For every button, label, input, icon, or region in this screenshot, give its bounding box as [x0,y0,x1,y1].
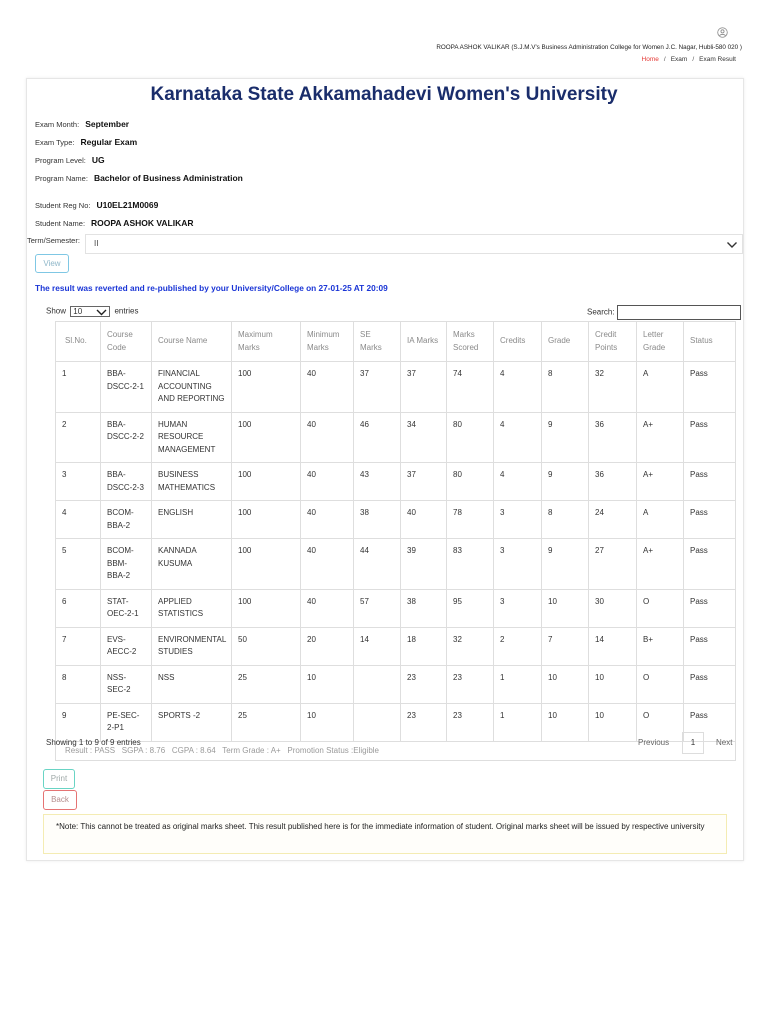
back-button[interactable]: Back [43,790,77,810]
cell-credit-points: 10 [589,665,637,703]
col-header-marks-scored[interactable]: Marks Scored [447,322,494,362]
cell-credit-points: 36 [589,412,637,463]
col-header-course-code[interactable]: Course Code [101,322,152,362]
cell-letter-grade: A [637,362,684,413]
chevron-down-icon [96,309,107,316]
cell-se-marks: 38 [354,501,401,539]
cell-maximum-marks: 100 [232,589,301,627]
cell-minimum-marks: 10 [301,703,354,741]
cell-ia-marks: 23 [401,665,447,703]
cell-credits: 3 [494,539,542,590]
cell-minimum-marks: 40 [301,362,354,413]
cell-ia-marks: 39 [401,539,447,590]
breadcrumb-exam[interactable]: Exam [670,56,688,63]
cell-grade: 9 [542,539,589,590]
cell-marks-scored: 23 [447,703,494,741]
cell-letter-grade: O [637,703,684,741]
cell-minimum-marks: 40 [301,589,354,627]
cell-sl-no: 1 [56,362,101,413]
exam-type-row [35,137,137,147]
cell-se-marks [354,703,401,741]
cell-maximum-marks: 100 [232,501,301,539]
cell-minimum-marks: 40 [301,539,354,590]
program-name-label: Program Name: [35,174,88,183]
cell-course-name: FINANCIAL ACCOUNTING AND REPORTING [152,362,232,413]
cell-letter-grade: O [637,665,684,703]
table-row [56,362,736,413]
table-row [56,412,736,463]
cell-se-marks: 57 [354,589,401,627]
exam-month-label: Exam Month: [35,120,80,129]
exam-month-value: September [85,119,130,129]
table-row [56,627,736,665]
cell-course-code: EVS-AECC-2 [101,627,152,665]
entries-label: entries [114,306,139,316]
table-row [56,463,736,501]
cell-minimum-marks: 20 [301,627,354,665]
cell-course-code: BCOM-BBM-BBA-2 [101,539,152,590]
cell-course-name: SPORTS -2 [152,703,232,741]
cell-course-code: BBA-DSCC-2-3 [101,463,152,501]
reg-no-row [35,200,158,210]
cell-marks-scored: 32 [447,627,494,665]
cell-letter-grade: O [637,589,684,627]
cell-maximum-marks: 50 [232,627,301,665]
cell-se-marks: 14 [354,627,401,665]
cell-credits: 2 [494,627,542,665]
view-button[interactable]: View [35,254,69,273]
cell-course-name: HUMAN RESOURCE MANAGEMENT [152,412,232,463]
cell-letter-grade: B+ [637,627,684,665]
col-header-ia-marks[interactable]: IA Marks [401,322,447,362]
cell-marks-scored: 78 [447,501,494,539]
cell-credit-points: 36 [589,463,637,501]
col-header-letter-grade[interactable]: Letter Grade [637,322,684,362]
cell-course-name: KANNADA KUSUMA [152,539,232,590]
col-header-se-marks[interactable]: SE Marks [354,322,401,362]
user-circle-icon[interactable] [717,27,728,38]
cell-letter-grade: A+ [637,412,684,463]
cell-maximum-marks: 100 [232,539,301,590]
cell-marks-scored: 74 [447,362,494,413]
cell-credits: 4 [494,463,542,501]
program-level-label: Program Level: [35,156,86,165]
cell-se-marks: 43 [354,463,401,501]
col-header-sl-no[interactable]: Sl.No. [56,322,101,362]
search-input[interactable] [617,305,741,320]
cell-maximum-marks: 100 [232,463,301,501]
term-label: Term/Semester: [27,236,80,245]
print-button[interactable]: Print [43,769,75,789]
cell-sl-no: 6 [56,589,101,627]
cell-status: Pass [684,501,736,539]
cell-course-name: ENVIRONMENTAL STUDIES [152,627,232,665]
cell-course-code: BBA-DSCC-2-1 [101,362,152,413]
cell-letter-grade: A+ [637,463,684,501]
cell-course-code: BBA-DSCC-2-2 [101,412,152,463]
page-1-button[interactable]: 1 [682,732,704,754]
cell-credit-points: 32 [589,362,637,413]
show-label: Show [46,306,67,316]
cell-se-marks: 37 [354,362,401,413]
col-header-status[interactable]: Status [684,322,736,362]
student-name-label: Student Name: [35,219,86,228]
cell-ia-marks: 23 [401,703,447,741]
cell-credit-points: 24 [589,501,637,539]
search-control [587,305,741,320]
col-header-credits[interactable]: Credits [494,322,542,362]
cell-minimum-marks: 40 [301,412,354,463]
cell-se-marks [354,665,401,703]
cell-marks-scored: 23 [447,665,494,703]
table-row [56,665,736,703]
cell-sl-no: 8 [56,665,101,703]
cell-course-code: BCOM-BBA-2 [101,501,152,539]
cell-sl-no: 5 [56,539,101,590]
cell-credits: 3 [494,501,542,539]
cell-credits: 1 [494,665,542,703]
col-header-credit-points[interactable]: Credit Points [589,322,637,362]
cell-ia-marks: 40 [401,501,447,539]
cell-grade: 7 [542,627,589,665]
cell-marks-scored: 95 [447,589,494,627]
cell-credits: 3 [494,589,542,627]
breadcrumb [642,56,736,63]
table-row [56,539,736,590]
exam-month-row [35,119,129,129]
cell-status: Pass [684,589,736,627]
cell-sl-no: 9 [56,703,101,741]
cell-credit-points: 27 [589,539,637,590]
cell-grade: 10 [542,589,589,627]
cell-grade: 10 [542,665,589,703]
cell-marks-scored: 80 [447,412,494,463]
term-select-value: II [94,239,99,248]
cell-grade: 8 [542,362,589,413]
student-name-value: ROOPA ASHOK VALIKAR [91,218,194,228]
republish-notice: The result was reverted and re-published by your University/College on 27-01-25 AT 20:09 [35,283,388,293]
program-level-value: UG [91,155,105,165]
next-button[interactable]: Next [716,738,733,747]
reg-no-label: Student Reg No: [35,201,91,210]
cell-status: Pass [684,627,736,665]
cell-credit-points: 10 [589,703,637,741]
cell-course-name: ENGLISH [152,501,232,539]
table-row [56,703,736,741]
col-header-maximum-marks[interactable]: Maximum Marks [232,322,301,362]
col-header-minimum-marks[interactable]: Minimum Marks [301,322,354,362]
program-level-row [35,155,105,165]
cell-status: Pass [684,539,736,590]
program-name-row [35,173,243,183]
cell-credits: 4 [494,412,542,463]
cell-course-name: NSS [152,665,232,703]
cell-ia-marks: 37 [401,362,447,413]
page-length-select[interactable] [70,306,110,317]
cell-course-code: NSS-SEC-2 [101,665,152,703]
cell-course-name: APPLIED STATISTICS [152,589,232,627]
showing-entries: Showing 1 to 9 of 9 entries [46,738,141,747]
reg-no-value: U10EL21M0069 [96,200,159,210]
cell-sl-no: 7 [56,627,101,665]
cell-maximum-marks: 100 [232,412,301,463]
cell-ia-marks: 37 [401,463,447,501]
cell-sl-no: 3 [56,463,101,501]
cell-marks-scored: 83 [447,539,494,590]
breadcrumb-separator: / [692,56,695,63]
exam-type-label: Exam Type: [35,138,75,147]
cell-ia-marks: 34 [401,412,447,463]
cell-status: Pass [684,362,736,413]
program-name-value: Bachelor of Business Administration [93,173,243,183]
cell-course-name: BUSINESS MATHEMATICS [152,463,232,501]
cell-status: Pass [684,463,736,501]
cell-grade: 9 [542,463,589,501]
cell-letter-grade: A [637,501,684,539]
cell-course-code: PE-SEC-2-P1 [101,703,152,741]
cell-ia-marks: 38 [401,589,447,627]
breadcrumb-home[interactable]: Home [641,56,659,63]
breadcrumb-separator: / [663,56,666,63]
cell-status: Pass [684,412,736,463]
cell-grade: 8 [542,501,589,539]
page-length-value: 10 [73,307,83,316]
table-row [56,589,736,627]
exam-type-value: Regular Exam [80,137,138,147]
table-header-row [56,322,736,362]
cell-minimum-marks: 40 [301,463,354,501]
disclaimer-note: *Note: This cannot be treated as original marks sheet. This result published here is for the immediate information of student. Original marks sheet will be issued by respective university [43,814,727,854]
cell-minimum-marks: 40 [301,501,354,539]
breadcrumb-exam-result: Exam Result [699,56,736,63]
cell-status: Pass [684,703,736,741]
chevron-down-icon [726,240,738,250]
page-length-control [46,306,139,317]
cell-marks-scored: 80 [447,463,494,501]
cell-credit-points: 14 [589,627,637,665]
previous-button[interactable]: Previous [638,738,670,747]
cell-sl-no: 2 [56,412,101,463]
page-title: Karnataka State Akkamahadevi Women's University [150,84,618,105]
cell-credit-points: 30 [589,589,637,627]
col-header-grade[interactable]: Grade [542,322,589,362]
cell-maximum-marks: 25 [232,703,301,741]
result-summary: Result : PASS SGPA : 8.76 CGPA : 8.64 Term Grade : A+ Promotion Status :Eligible [56,741,736,761]
cell-credits: 1 [494,703,542,741]
cell-maximum-marks: 100 [232,362,301,413]
cell-minimum-marks: 10 [301,665,354,703]
cell-course-code: STAT-OEC-2-1 [101,589,152,627]
cell-letter-grade: A+ [637,539,684,590]
term-select[interactable] [85,234,743,254]
cell-grade: 9 [542,412,589,463]
cell-credits: 4 [494,362,542,413]
col-header-course-name[interactable]: Course Name [152,322,232,362]
result-table [55,321,736,761]
logged-in-user: ROOPA ASHOK VALIKAR (S.J.M.V's Business Administration College for Women J.C. Nagar, Hubli-580 020 ) [436,44,742,51]
cell-grade: 10 [542,703,589,741]
cell-se-marks: 44 [354,539,401,590]
cell-sl-no: 4 [56,501,101,539]
search-label: Search: [587,307,615,317]
cell-maximum-marks: 25 [232,665,301,703]
cell-se-marks: 46 [354,412,401,463]
cell-ia-marks: 18 [401,627,447,665]
summary-row [56,741,736,761]
student-name-row [35,218,194,228]
table-row [56,501,736,539]
cell-status: Pass [684,665,736,703]
